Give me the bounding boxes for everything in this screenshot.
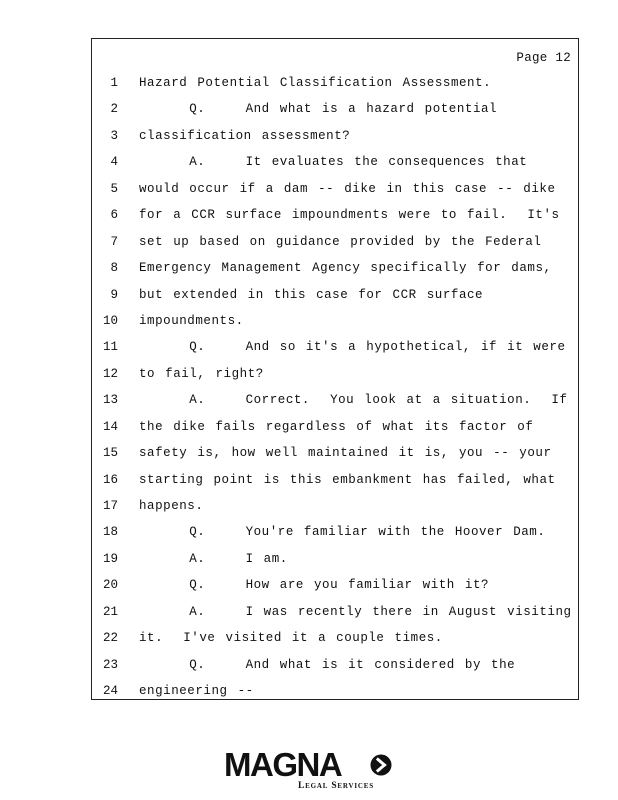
line-number: 8 — [110, 261, 118, 276]
line-text: Q. How are you familiar with it? — [139, 578, 490, 593]
line-text: engineering -- — [139, 684, 254, 699]
page-number: Page 12 — [516, 51, 571, 65]
transcript-line — [92, 334, 578, 360]
line-number: 9 — [110, 287, 118, 302]
line-text: starting point is this embankment has failed, what — [139, 472, 556, 487]
line-number: 2 — [110, 102, 118, 117]
line-number: 12 — [102, 366, 118, 381]
line-number: 19 — [102, 551, 118, 566]
transcript-line — [92, 229, 578, 255]
transcript-line — [92, 572, 578, 598]
line-number: 4 — [110, 155, 118, 170]
line-number: 11 — [102, 340, 118, 355]
transcript-line — [92, 387, 578, 413]
line-number: 23 — [102, 657, 118, 672]
line-number: 22 — [102, 631, 118, 646]
line-text: for a CCR surface impoundments were to fail. It's — [139, 208, 560, 223]
line-number: 5 — [110, 181, 118, 196]
transcript-line — [92, 176, 578, 202]
transcript-line — [92, 493, 578, 519]
transcript-line — [92, 96, 578, 122]
line-number: 13 — [102, 393, 118, 408]
transcript-line — [92, 414, 578, 440]
transcript-line — [92, 282, 578, 308]
magna-logo — [224, 748, 404, 794]
transcript-line — [92, 255, 578, 281]
line-text: happens. — [139, 499, 204, 513]
transcript-line — [92, 308, 578, 334]
line-text: but extended in this case for CCR surface — [139, 287, 484, 302]
transcript-line — [92, 70, 578, 96]
line-text: Hazard Potential Classification Assessment. — [139, 76, 492, 90]
transcript-line — [92, 546, 578, 572]
logo-wordmark: MAGNA — [224, 746, 342, 783]
chevron-circle-icon — [370, 754, 392, 776]
line-number: 3 — [110, 128, 118, 143]
line-text: A. Correct. You look at a situation. If — [139, 393, 568, 408]
transcript-line — [92, 440, 578, 466]
line-number: 1 — [110, 76, 118, 90]
logo-subtitle: Legal Services — [298, 781, 374, 791]
line-number: 7 — [110, 234, 118, 249]
line-text: set up based on guidance provided by the Federal — [139, 234, 542, 249]
line-text: Emergency Management Agency specifically for dams, — [139, 261, 552, 276]
line-text: Q. And so it's a hypothetical, if it were — [139, 340, 566, 355]
line-text: it. I've visited it a couple times. — [139, 631, 443, 646]
line-text: safety is, how well maintained it is, you -- your — [139, 446, 552, 461]
line-number: 20 — [102, 578, 118, 593]
line-text: A. It evaluates the consequences that — [139, 155, 528, 170]
line-number: 18 — [102, 525, 118, 540]
line-text: impoundments. — [139, 313, 244, 328]
line-number: 21 — [102, 604, 118, 619]
transcript-page — [91, 38, 579, 700]
transcript-line — [92, 678, 578, 704]
line-text: Q. And what is it considered by the — [139, 657, 516, 672]
line-text: A. I am. — [139, 551, 288, 566]
line-text: Q. And what is a hazard potential — [139, 102, 498, 117]
transcript-line — [92, 652, 578, 678]
line-text: Q. You're familiar with the Hoover Dam. — [139, 525, 546, 540]
line-number: 16 — [102, 472, 118, 487]
transcript-line — [92, 519, 578, 545]
line-text: the dike fails regardless of what its factor of — [139, 419, 534, 434]
line-text: would occur if a dam -- dike in this case -- dike — [139, 181, 556, 196]
transcript-line — [92, 149, 578, 175]
line-number: 6 — [110, 208, 118, 223]
line-text: A. I was recently there in August visiting — [139, 604, 572, 619]
line-text: classification assessment? — [139, 128, 351, 143]
line-number: 14 — [102, 419, 118, 434]
line-number: 24 — [102, 684, 118, 699]
transcript-line — [92, 123, 578, 149]
transcript-line — [92, 625, 578, 651]
transcript-lines — [92, 70, 578, 705]
line-text: to fail, right? — [139, 366, 264, 381]
line-number: 17 — [102, 499, 118, 513]
line-number: 15 — [102, 446, 118, 461]
transcript-line — [92, 202, 578, 228]
line-number: 10 — [102, 313, 118, 328]
transcript-line — [92, 361, 578, 387]
transcript-line — [92, 599, 578, 625]
transcript-line — [92, 467, 578, 493]
